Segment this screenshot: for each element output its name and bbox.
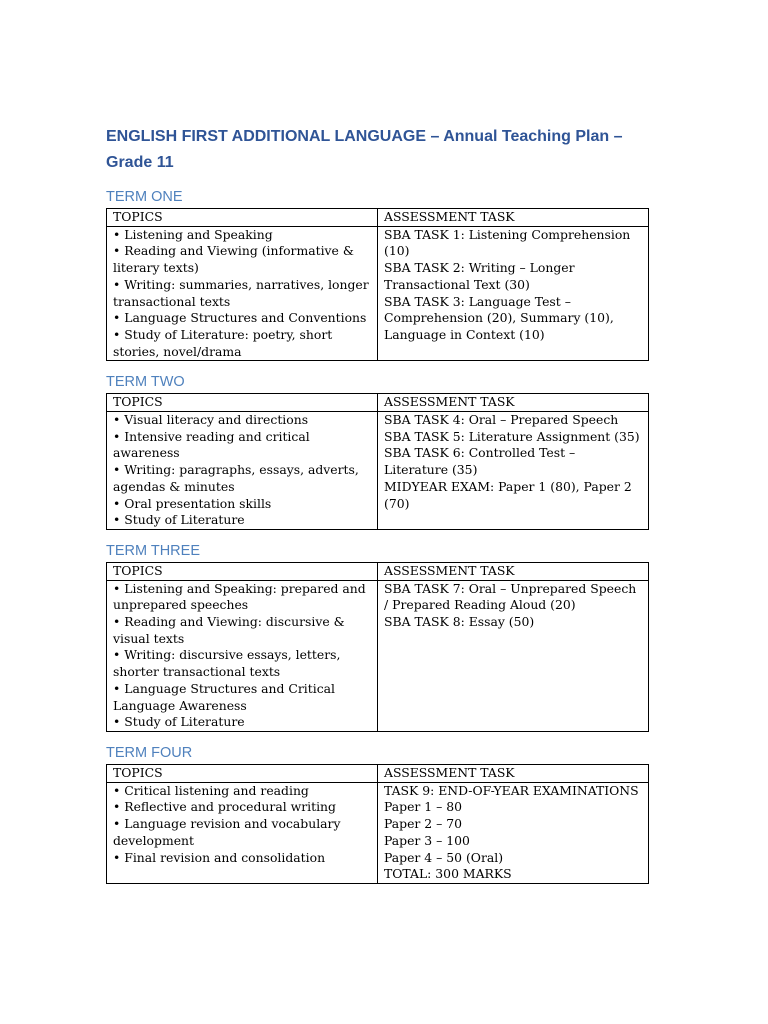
table-row xyxy=(107,226,649,361)
assessment-header: ASSESSMENT TASK xyxy=(378,562,649,580)
topic-item: • Critical listening and reading xyxy=(113,782,309,798)
topic-item: • Final revision and consolidation xyxy=(113,849,326,865)
topic-item: • Language Structures and Critical Language Awareness xyxy=(113,680,336,713)
assessment-cell xyxy=(378,782,649,883)
assessment-cell xyxy=(378,580,649,731)
term-table xyxy=(106,562,649,732)
assessment-item: SBA TASK 6: Controlled Test – Literature (35) xyxy=(384,445,576,478)
assessment-item: SBA TASK 2: Writing – Longer Transactional Text (30) xyxy=(384,260,575,292)
table-header-row xyxy=(107,764,649,782)
topic-item: • Listening and Speaking xyxy=(113,226,273,242)
term-section-one xyxy=(106,187,649,361)
topics-header: TOPICS xyxy=(107,562,378,580)
topic-item: • Study of Literature: poetry, short stories, novel/drama xyxy=(113,326,333,359)
term-table xyxy=(106,764,649,884)
assessment-item: Paper 1 – 80 xyxy=(384,799,463,815)
term-section-two xyxy=(106,372,649,530)
topic-item: • Writing: summaries, narratives, longer transactional texts xyxy=(113,276,369,309)
assessment-item: TOTAL: 300 MARKS xyxy=(384,866,512,882)
topic-item: • Oral presentation skills xyxy=(113,495,272,511)
assessment-item: SBA TASK 1: Listening Comprehension (10) xyxy=(384,226,631,259)
topic-item: • Reading and Viewing (informative & literary texts) xyxy=(113,243,354,276)
assessment-header: ASSESSMENT TASK xyxy=(378,209,649,227)
assessment-item: MIDYEAR EXAM: Paper 1 (80), Paper 2 (70) xyxy=(384,478,632,511)
table-row xyxy=(107,580,649,731)
document-page xyxy=(106,124,649,895)
topics-header: TOPICS xyxy=(107,764,378,782)
table-row xyxy=(107,782,649,883)
table-header-row xyxy=(107,562,649,580)
topic-item: • Visual literacy and directions xyxy=(113,412,309,428)
term-heading: TERM ONE xyxy=(106,189,183,205)
topic-item: • Language revision and vocabulary development xyxy=(113,816,341,848)
term-section-four xyxy=(106,743,649,884)
table-header-row xyxy=(107,394,649,412)
topic-item: • Study of Literature xyxy=(113,512,245,528)
assessment-item: TASK 9: END-OF-YEAR EXAMINATIONS xyxy=(384,782,639,798)
assessment-item: SBA TASK 7: Oral – Unprepared Speech / Prepared Reading Aloud (20) xyxy=(384,580,637,613)
document-title: ENGLISH FIRST ADDITIONAL LANGUAGE – Annual Teaching Plan – Grade 11 xyxy=(106,128,623,171)
topic-item: • Reflective and procedural writing xyxy=(113,799,336,815)
term-table xyxy=(106,208,649,361)
assessment-item: SBA TASK 3: Language Test – Comprehension (20), Summary (10), Language in Context (10) xyxy=(384,293,614,342)
topics-cell xyxy=(107,226,378,361)
topics-header: TOPICS xyxy=(107,209,378,227)
term-heading: TERM THREE xyxy=(106,542,200,559)
assessment-item: SBA TASK 4: Oral – Prepared Speech xyxy=(384,412,619,428)
assessment-item: Paper 4 – 50 (Oral) xyxy=(384,849,504,865)
assessment-cell xyxy=(378,226,649,361)
topics-cell xyxy=(107,412,378,530)
table-row xyxy=(107,412,649,530)
assessment-cell xyxy=(378,412,649,530)
topic-item: • Writing: paragraphs, essays, adverts, agendas & minutes xyxy=(113,462,359,494)
topics-cell xyxy=(107,580,378,731)
table-header-row xyxy=(107,209,649,227)
assessment-item: Paper 3 – 100 xyxy=(384,832,470,848)
term-heading: TERM FOUR xyxy=(106,744,193,761)
term-table xyxy=(106,393,649,530)
topic-item: • Writing: discursive essays, letters, shorter transactional texts xyxy=(113,647,341,680)
topic-item: • Listening and Speaking: prepared and unprepared speeches xyxy=(113,580,366,613)
topic-item: • Reading and Viewing: discursive & visual texts xyxy=(113,614,345,646)
topics-header: TOPICS xyxy=(107,394,378,412)
topic-item: • Language Structures and Conventions xyxy=(113,310,367,326)
assessment-item: SBA TASK 8: Essay (50) xyxy=(384,614,535,630)
term-section-three xyxy=(106,541,649,732)
topics-cell xyxy=(107,782,378,883)
topic-item: • Intensive reading and critical awareness xyxy=(113,428,310,461)
assessment-item: Paper 2 – 70 xyxy=(384,816,463,832)
term-heading: TERM TWO xyxy=(106,374,185,391)
assessment-item: SBA TASK 5: Literature Assignment (35) xyxy=(384,428,640,444)
assessment-header: ASSESSMENT TASK xyxy=(378,394,649,412)
topic-item: • Study of Literature xyxy=(113,714,245,730)
assessment-header: ASSESSMENT TASK xyxy=(378,764,649,782)
